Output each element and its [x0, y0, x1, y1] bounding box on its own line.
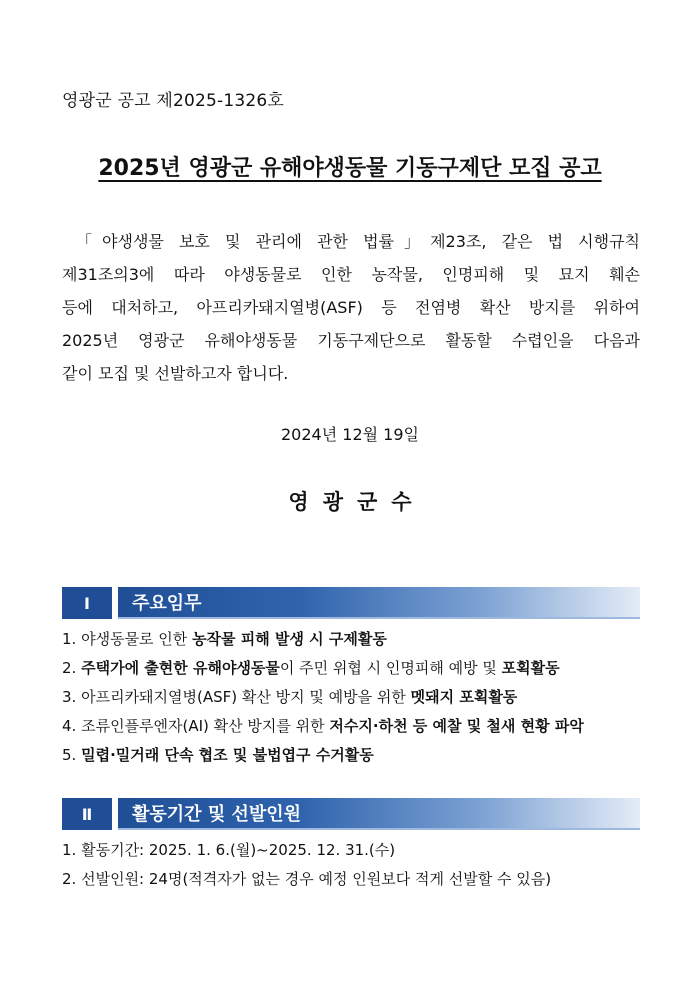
period-list	[62, 836, 652, 894]
list-item: 2. 주택가에 출현한 유해야생동물이 주민 위협 시 인명피해 예방 및 포획활동	[62, 659, 560, 677]
section-header-period	[62, 798, 640, 830]
list-item: 1. 활동기간: 2025. 1. 6.(월)~2025. 12. 31.(수)	[62, 841, 396, 859]
notice-body	[62, 225, 640, 390]
section-title: 활동기간 및 선발인원	[118, 798, 640, 830]
duties-list	[62, 625, 652, 770]
section-header-duties	[62, 587, 640, 619]
document-title: 2025년 영광군 유해야생동물 기동구제단 모집 공고	[98, 156, 602, 181]
signer: 영광군수	[288, 490, 426, 514]
body-line: 제31조의3에 따라 야생동물로 인한 농작물, 인명피해 및 묘지 훼손	[62, 265, 640, 284]
notice-date: 2024년 12월 19일	[281, 425, 419, 444]
body-line: 2025년 영광군 유해야생동물 기동구제단으로 활동할 수렵인을 다음과	[62, 331, 640, 350]
section-title: 주요임무	[118, 587, 640, 619]
body-line: 같이 모집 및 선발하고자 합니다.	[62, 364, 289, 383]
list-item: 5. 밀렵·밀거래 단속 협조 및 불법엽구 수거활동	[62, 746, 374, 764]
notice-number: 영광군 공고 제2025-1326호	[62, 91, 285, 111]
body-line: 「야생생물 보호 및 관리에 관한 법률」제23조, 같은 법 시행규칙	[76, 232, 640, 251]
list-item: 3. 아프리카돼지열병(ASF) 확산 방지 및 예방을 위한 멧돼지 포획활동	[62, 688, 518, 706]
body-line: 등에 대처하고, 아프리카돼지열병(ASF) 등 전염병 확산 방지를 위하여	[62, 298, 640, 317]
list-item: 1. 야생동물로 인한 농작물 피해 발생 시 구제활동	[62, 630, 387, 648]
list-item: 4. 조류인플루엔자(AI) 확산 방지를 위한 저수지·하천 등 예찰 및 철새 현황 파악	[62, 717, 584, 735]
list-item: 2. 선발인원: 24명(적격자가 없는 경우 예정 인원보다 적게 선발할 수 있음)	[62, 870, 552, 888]
section-number: Ⅱ	[62, 798, 112, 830]
section-number: Ⅰ	[62, 587, 112, 619]
